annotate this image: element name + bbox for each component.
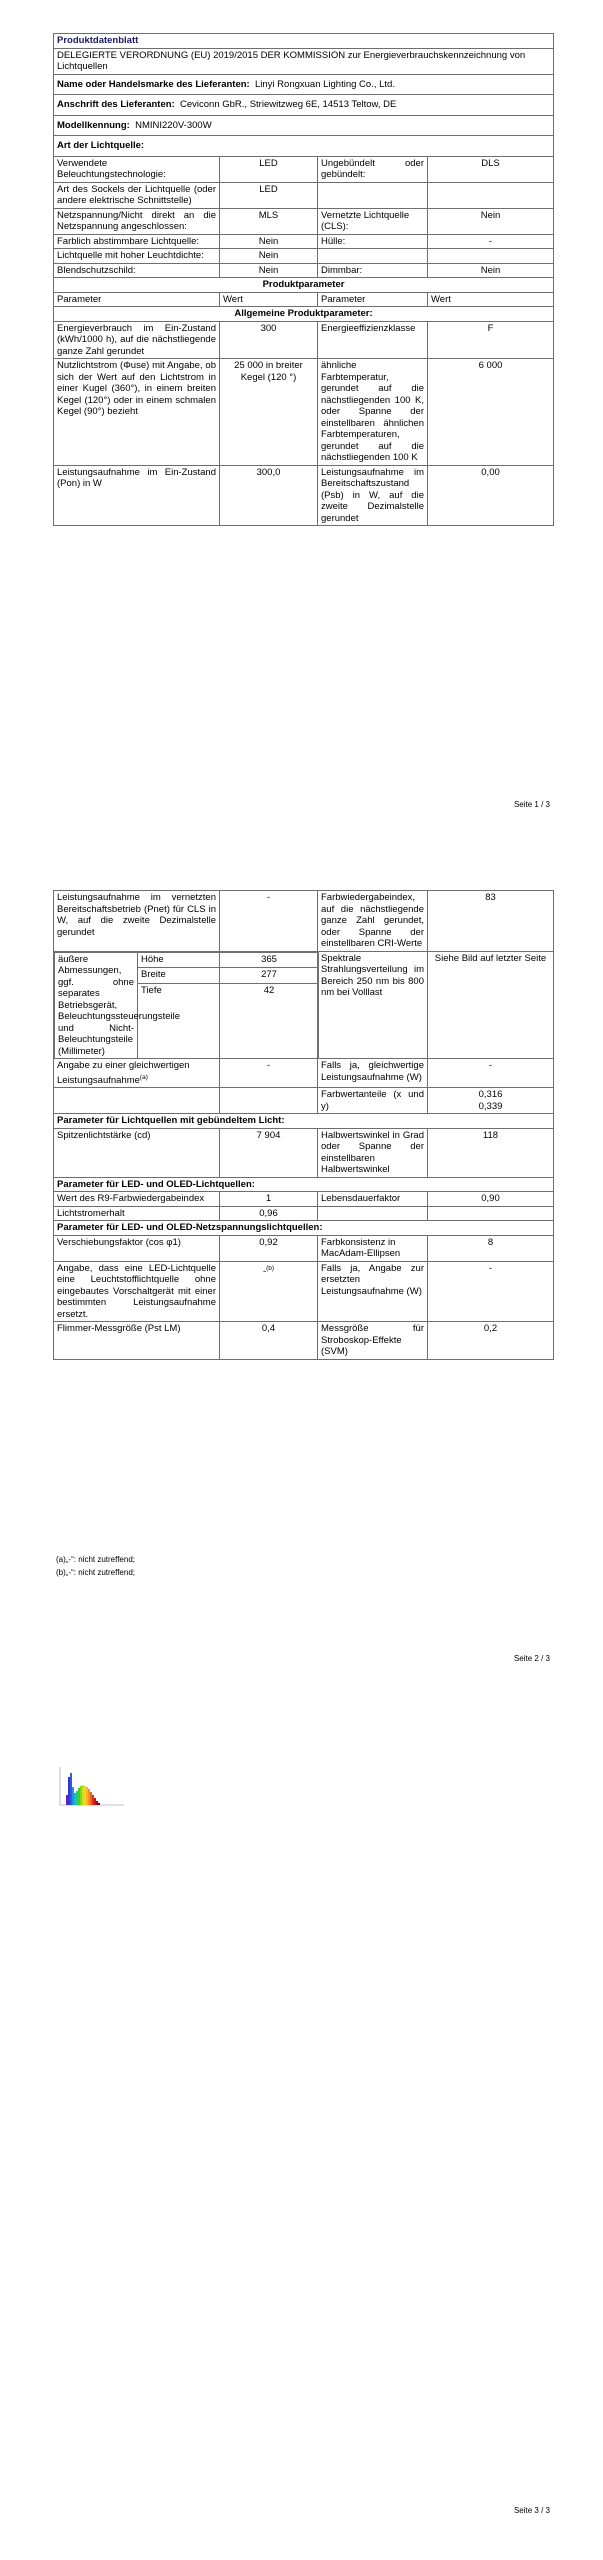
datasheet-table-page1 xyxy=(53,33,554,526)
glare-shield-value: Nein xyxy=(220,263,318,278)
equiv-power-label: Angabe zu einer gleichwertigen Leistungsaufnahme$^{(a)}$ xyxy=(54,1059,220,1088)
color-consistency-value: 8 xyxy=(428,1235,554,1261)
dimensions-label: äußere Abmessungen, ggf. ohne separates Betriebsgerät, Beleuchtungssteuerungsteile und Nicht-Beleuchtungsteile (Millimeter) xyxy=(55,952,138,1058)
mains-label: Netzspannung/Nicht direkt an die Netzspannung angeschlossen: xyxy=(54,208,220,234)
cct-value: 6 000 xyxy=(428,359,554,466)
r9-value: 1 xyxy=(220,1192,318,1207)
col-header-value: Wert xyxy=(428,292,554,307)
beam-angle-value: 118 xyxy=(428,1128,554,1177)
power-factor-label: Verschiebungsfaktor (cos φ1) xyxy=(54,1235,220,1261)
width-value: 277 xyxy=(220,968,319,984)
useful-flux-label: Nutzlichtstrom (Φuse) mit Angabe, ob sich der Wert auf den Lichtstrom in einer Kugel (360°), in einem breiten Kegel (120°) oder in einem schmalen Kegel (90°) bezieht xyxy=(54,359,220,466)
flicker-label: Flimmer-Messgröße (Pst LM) xyxy=(54,1322,220,1360)
color-consistency-label: Farbkonsistenz in MacAdam-Ellipsen xyxy=(318,1235,428,1261)
equiv-yes-value: - xyxy=(428,1059,554,1088)
on-power-value: 300,0 xyxy=(220,465,318,526)
empty-cell xyxy=(318,182,428,208)
peak-intensity-value: 7 904 xyxy=(220,1128,318,1177)
footnotes xyxy=(56,1553,135,1579)
net-standby-value: - xyxy=(220,891,318,952)
height-label: Höhe xyxy=(138,952,220,968)
supplier-name-row xyxy=(54,74,554,95)
page-number: Seite 1 / 3 xyxy=(513,800,550,809)
led-heading: Parameter für LED- und OLED-Lichtquellen: xyxy=(54,1177,554,1192)
height-value: 365 xyxy=(220,952,319,968)
supplier-address: Ceviconn GbR., Striewitzweg 6E, 14513 Teltow, DE xyxy=(180,99,397,110)
chroma-y: 0,339 xyxy=(478,1100,503,1112)
dimensions-cell xyxy=(54,951,318,1059)
standby-power-label: Leistungsaufnahme im Bereitschaftszustand (Psb) in W, auf die zweite Dezimalstelle gerundet xyxy=(318,465,428,526)
empty-cell xyxy=(428,182,554,208)
supplier-name-label: Name oder Handelsmarke des Lieferanten: xyxy=(57,78,250,90)
equiv-power-value: - xyxy=(220,1059,318,1088)
high-luminance-value: Nein xyxy=(220,249,318,264)
color-tunable-value: Nein xyxy=(220,234,318,249)
page-title: Produktdatenblatt xyxy=(54,34,554,49)
page-number: Seite 3 / 3 xyxy=(513,2506,550,2515)
replacement-value: -$^{(b)}$ xyxy=(220,1261,318,1322)
empty-cell xyxy=(318,1206,428,1221)
mains-led-heading: Parameter für LED- und OLED-Netzspannungslichtquellen: xyxy=(54,1221,554,1236)
net-standby-label: Leistungsaufnahme im vernetzten Bereitschaftsbetrieb (Pnet) für CLS in W, auf die zweite Dezimalstelle gerundet xyxy=(54,891,220,952)
footnote-b: (b)„-“: nicht zutreffend; xyxy=(56,1568,135,1577)
survival-factor-value: 0,90 xyxy=(428,1192,554,1207)
cls-label: Vernetzte Lichtquelle (CLS): xyxy=(318,208,428,234)
directional-heading: Parameter für Lichtquellen mit gebündeltem Licht: xyxy=(54,1114,554,1129)
survival-factor-label: Lebensdauerfaktor xyxy=(318,1192,428,1207)
unbundled-label: Ungebündelt oder gebündelt: xyxy=(318,156,428,182)
supplier-address-label: Anschrift des Lieferanten: xyxy=(57,99,175,110)
chromaticity-label: Farbwertanteile (x und y) xyxy=(318,1088,428,1114)
peak-intensity-label: Spitzenlichtstärke (cd) xyxy=(54,1128,220,1177)
efficiency-class-value: F xyxy=(428,321,554,359)
replacement-yes-label: Falls ja, Angabe zur ersetzten Leistungsaufnahme (W) xyxy=(318,1261,428,1322)
efficiency-class-label: Energieeffizienzklasse xyxy=(318,321,428,359)
empty-cell xyxy=(220,1088,318,1114)
model-row xyxy=(54,115,554,136)
empty-cell xyxy=(428,249,554,264)
glare-shield-label: Blendschutzschild: xyxy=(54,263,220,278)
depth-value: 42 xyxy=(220,984,319,1059)
col-header-param: Parameter xyxy=(318,292,428,307)
socket-label: Art des Sockels der Lichtquelle (oder andere elektrische Schnittstelle) xyxy=(54,182,220,208)
energy-consumption-label: Energieverbrauch im Ein-Zustand (kWh/1000 h), auf die nächstliegende ganze Zahl gerundet xyxy=(54,321,220,359)
replacement-label: Angabe, dass eine LED-Lichtquelle eine Leuchtstofflichtquelle ohne eingebautes Vorschaltgerät mit einer bestimmten Leistungsaufnahme ersetzt. xyxy=(54,1261,220,1322)
on-power-label: Leistungsaufnahme im Ein-Zustand (Pon) in W xyxy=(54,465,220,526)
stroboscopic-value: 0,2 xyxy=(428,1322,554,1360)
general-params-heading: Allgemeine Produktparameter: xyxy=(54,307,554,322)
useful-flux-value: 25 000 in breiter Kegel (120 °) xyxy=(220,359,318,466)
spectral-value: Siehe Bild auf letzter Seite xyxy=(428,951,554,1059)
color-tunable-label: Farblich abstimmbare Lichtquelle: xyxy=(54,234,220,249)
depth-label: Tiefe xyxy=(138,984,220,1059)
lumen-maintenance-value: 0,96 xyxy=(220,1206,318,1221)
spectral-label: Spektrale Strahlungsverteilung im Bereich 250 nm bis 800 nm bei Volllast xyxy=(318,951,428,1059)
standby-power-value: 0,00 xyxy=(428,465,554,526)
socket-value: LED xyxy=(220,182,318,208)
lumen-maintenance-label: Lichtstromerhalt xyxy=(54,1206,220,1221)
equiv-yes-label: Falls ja, gleichwertige Leistungsaufnahme (W) xyxy=(318,1059,428,1088)
stroboscopic-label: Messgröße für Stroboskop-Effekte (SVM) xyxy=(318,1322,428,1360)
beam-angle-label: Halbwertswinkel in Grad oder Spanne der einstellbaren Halbwertswinkel xyxy=(318,1128,428,1177)
envelope-value: - xyxy=(428,234,554,249)
empty-cell xyxy=(54,1088,220,1114)
tech-label: Verwendete Beleuchtungstechnologie: xyxy=(54,156,220,182)
unbundled-value: DLS xyxy=(428,156,554,182)
width-label: Breite xyxy=(138,968,220,984)
regulation-text: DELEGIERTE VERORDNUNG (EU) 2019/2015 DER KOMMISSION zur Energieverbrauchskennzeichnung von Lichtquellen xyxy=(54,48,554,74)
mains-value: MLS xyxy=(220,208,318,234)
power-factor-value: 0,92 xyxy=(220,1235,318,1261)
model-id: NMINI220V-300W xyxy=(135,119,212,131)
r9-label: Wert des R9-Farbwiedergabeindex xyxy=(54,1192,220,1207)
page-number: Seite 2 / 3 xyxy=(513,1654,550,1663)
product-params-heading: Produktparameter xyxy=(54,278,554,293)
supplier-name: Linyi Rongxuan Lighting Co., Ltd. xyxy=(255,78,395,90)
footnote-a: (a)„-“: nicht zutreffend; xyxy=(56,1555,135,1564)
cct-label: ähnliche Farbtemperatur, gerundet auf die nächstliegenden 100 K, oder Spanne der einstellbaren ähnlichen Farbtemperaturen, gerundet auf die nächstliegenden 100 K xyxy=(318,359,428,466)
chroma-x: 0,316 xyxy=(478,1089,503,1101)
dimmable-value: Nein xyxy=(428,263,554,278)
light-source-type-heading: Art der Lichtquelle: xyxy=(54,136,554,157)
dimmable-label: Dimmbar: xyxy=(318,263,428,278)
envelope-label: Hülle: xyxy=(318,234,428,249)
cri-value: 83 xyxy=(428,891,554,952)
flicker-value: 0,4 xyxy=(220,1322,318,1360)
energy-consumption-value: 300 xyxy=(220,321,318,359)
cls-value: Nein xyxy=(428,208,554,234)
dimensions-table xyxy=(54,952,319,1059)
empty-cell xyxy=(318,249,428,264)
col-header-param: Parameter xyxy=(54,292,220,307)
datasheet-table-page2 xyxy=(53,890,554,1360)
supplier-address-row xyxy=(54,95,554,116)
cri-label: Farbwiedergabeindex, auf die nächstliegende ganze Zahl gerundet, oder Spanne der einstellbaren CRI-Werte xyxy=(318,891,428,952)
chromaticity-value xyxy=(428,1088,554,1114)
replacement-yes-value: - xyxy=(428,1261,554,1322)
empty-cell xyxy=(428,1206,554,1221)
model-label: Modellkennung: xyxy=(57,119,130,131)
col-header-value: Wert xyxy=(220,292,318,307)
spectrum-chart-icon xyxy=(56,1765,126,1809)
high-luminance-label: Lichtquelle mit hoher Leuchtdichte: xyxy=(54,249,220,264)
tech-value: LED xyxy=(220,156,318,182)
